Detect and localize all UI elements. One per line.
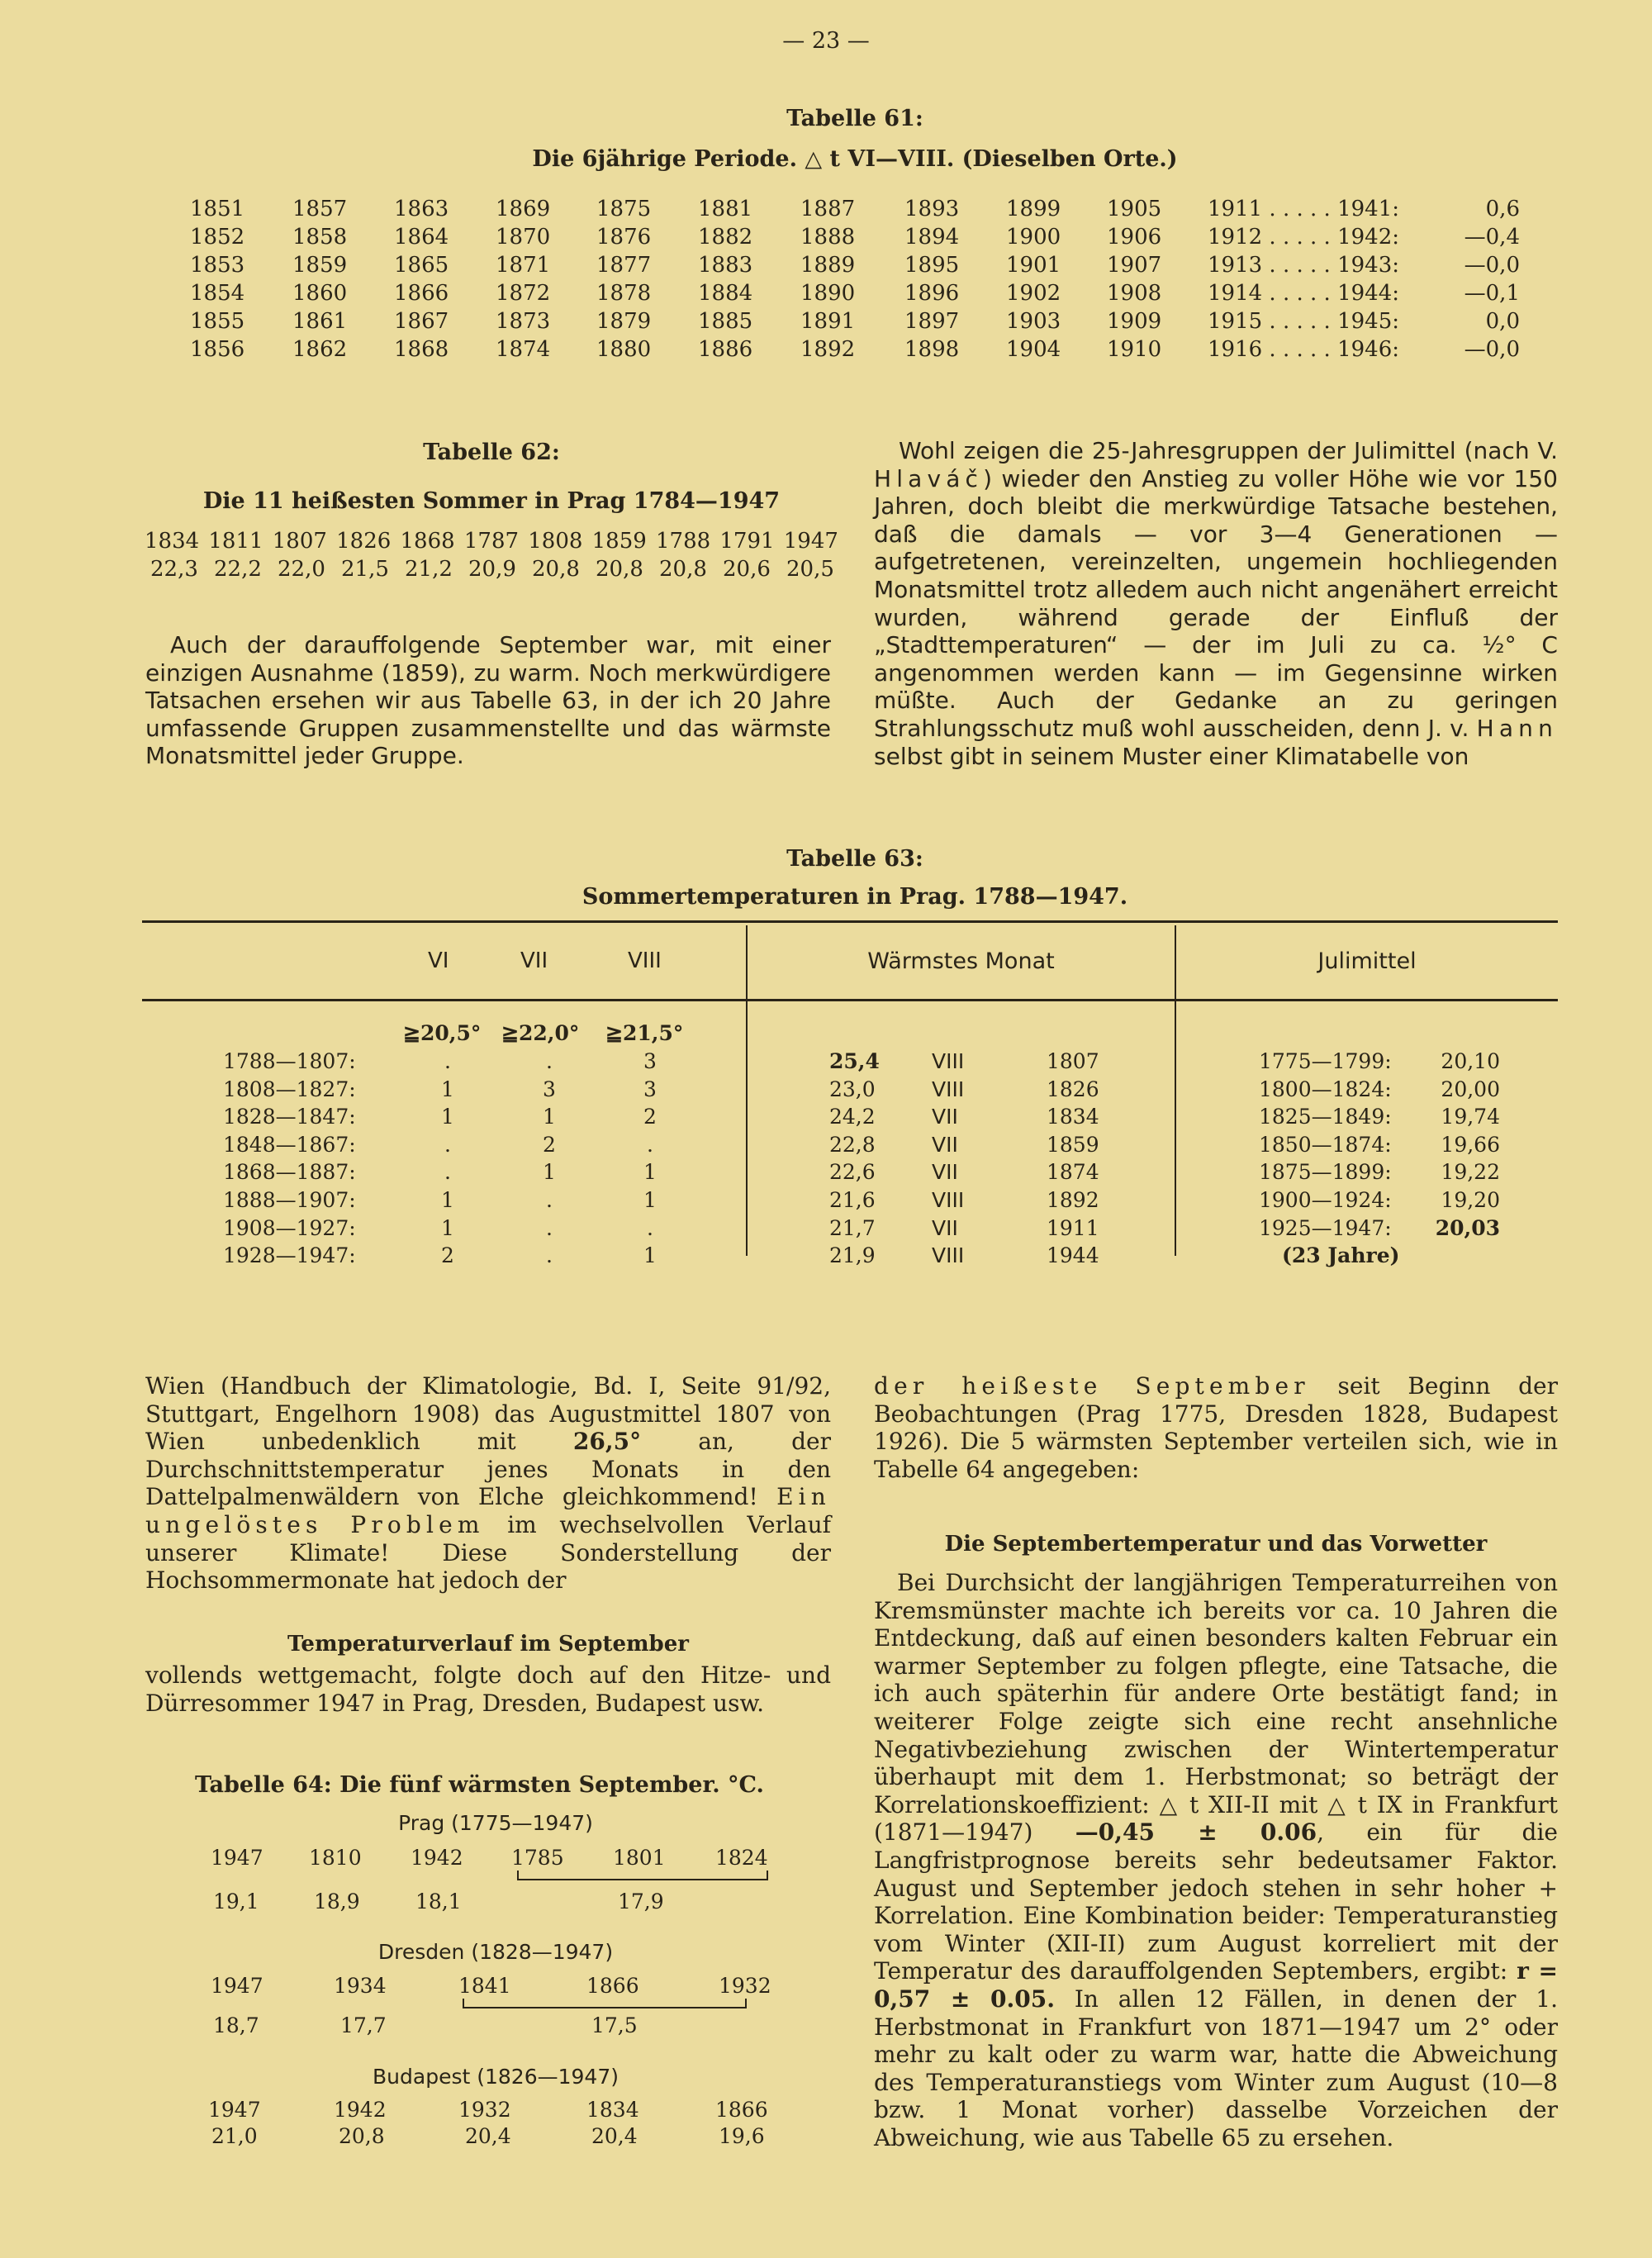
table64-prag-value: 18,9 bbox=[314, 1890, 360, 1913]
table64-budapest-value: 20,8 bbox=[339, 2124, 385, 2148]
table64-title: Tabelle 64: Die fünf wärmsten September. °C. bbox=[195, 1772, 764, 1798]
table63-vii-column: . 3 1 2 1 . . . bbox=[543, 1049, 556, 1268]
table64-budapest-year: 1834 bbox=[586, 2098, 639, 2122]
table63-top-rule bbox=[142, 920, 1558, 923]
table63-threshold-viii: ≧21,5° bbox=[605, 1021, 684, 1045]
table63-threshold-vi: ≧20,5° bbox=[403, 1021, 482, 1045]
table64-dresden-year: 1947 bbox=[211, 1974, 263, 1998]
table64-prag-value: 17,9 bbox=[618, 1890, 664, 1913]
table63-header-july: Julimittel bbox=[1317, 948, 1417, 974]
table64-budapest-year: 1932 bbox=[458, 2098, 511, 2122]
table63-viii-column: 3 3 2 . 1 1 . 1 bbox=[643, 1049, 657, 1268]
table64-budapest-year: 1942 bbox=[334, 2098, 387, 2122]
right-paragraph-1: Wohl zeigen die 25-Jahresgruppen der Julimittel (nach V. Hlaváč) wieder den Anstieg zu voller Höhe wie vor 150 Jahren, doch bleibt die merkwürdige Tatsache bestehen, daß die damals — vor 3—4 Generationen — aufgetretenen, vereinzelten, ungemein hochliegenden Monatsmittel trotz alledem auch nicht angenähert erreicht wurden, während gerade der Einfluß der „Stadttemperaturen“ — der im Juli zu ca. ½° C angenommen werden kann — im Gegensinne wirken müßte. Auch der Gedanke an zu geringen Strahlungsschutz muß wohl ausscheiden, denn J. v. Hann selbst gibt in seinem Muster einer Klimatabelle von bbox=[874, 437, 1558, 770]
table62-title: Tabelle 62: bbox=[423, 440, 560, 465]
table64-dresden-year: 1932 bbox=[719, 1974, 771, 1998]
table64-budapest-value: 19,6 bbox=[719, 2124, 765, 2148]
table64-prag-brace bbox=[517, 1871, 768, 1880]
heading-september: Temperaturverlauf im September bbox=[287, 1632, 689, 1657]
table63-periods: 1788—1807: 1808—1827: 1828—1847: 1848—1867: 1868—1887: 1888—1907: 1908—1927: 1928—1947: bbox=[223, 1049, 356, 1268]
table64-dresden-year: 1866 bbox=[586, 1974, 639, 1998]
table64-prag-year: 1824 bbox=[715, 1846, 768, 1870]
table63-july-values: 20,10 20,00 19,74 19,66 19,22 19,20 20,03 bbox=[1435, 1049, 1500, 1240]
table61-column: 1851 1852 1853 1854 1855 1856 bbox=[190, 197, 245, 362]
table63-header-warmest: Wärmstes Monat bbox=[867, 948, 1055, 974]
page-number: — 23 — bbox=[782, 28, 870, 54]
table64-budapest-value: 21,0 bbox=[211, 2124, 258, 2148]
table64-budapest-year: 1866 bbox=[715, 2098, 768, 2122]
table63-header-vii: VII bbox=[520, 948, 548, 973]
table63-warm-years: 1807 1826 1834 1859 1874 1892 1911 1944 bbox=[1047, 1049, 1099, 1268]
table61-column: 1857 1858 1859 1860 1861 1862 bbox=[292, 197, 348, 362]
table64-prag-label: Prag (1775—1947) bbox=[398, 1811, 593, 1835]
table63-warm-months: VIII VIII VII VII VII VIII VII VIII bbox=[932, 1049, 965, 1268]
table63-header-rule bbox=[142, 999, 1558, 1001]
table64-dresden-year: 1934 bbox=[334, 1974, 387, 1998]
table63-vi-column: . 1 1 . . 1 1 2 bbox=[441, 1049, 454, 1268]
table64-prag-year: 1942 bbox=[411, 1846, 463, 1870]
table64-budapest-value: 20,4 bbox=[465, 2124, 511, 2148]
table64-budapest-year: 1947 bbox=[208, 2098, 261, 2122]
table63-divider bbox=[746, 925, 748, 1256]
table64-dresden-year: 1841 bbox=[458, 1974, 511, 1998]
table64-dresden-value: 18,7 bbox=[213, 2013, 259, 2037]
table63-title: Tabelle 63: bbox=[786, 846, 923, 872]
table61-column: 1869 1870 1871 1872 1873 1874 bbox=[496, 197, 551, 362]
table61-subtitle: Die 6jährige Periode. △ t VI—VIII. (Dieselben Orte.) bbox=[532, 146, 1178, 172]
heading-vorwetter: Die Septembertemperatur und das Vorwetter bbox=[944, 1532, 1488, 1557]
table61-column: 1899 1900 1901 1902 1903 1904 bbox=[1006, 197, 1061, 362]
table64-budapest-label: Budapest (1826—1947) bbox=[373, 2065, 619, 2089]
table64-dresden-value: 17,7 bbox=[340, 2013, 387, 2037]
table63-header-viii: VIII bbox=[628, 948, 662, 973]
table63-subtitle: Sommertemperaturen in Prag. 1788—1947. bbox=[582, 884, 1128, 910]
left-paragraph-3: vollends wettgemacht, folgte doch auf den Hitze- und Dürresommer 1947 in Prag, Dresden, Budapest usw. bbox=[145, 1661, 831, 1717]
table61-column: 1875 1876 1877 1878 1879 1880 bbox=[596, 197, 652, 362]
table62-subtitle: Die 11 heißesten Sommer in Prag 1784—1947 bbox=[202, 488, 781, 514]
table64-prag-value: 19,1 bbox=[213, 1890, 259, 1913]
table61-column: 1863 1864 1865 1866 1867 1868 bbox=[394, 197, 449, 362]
table64-dresden-value: 17,5 bbox=[591, 2013, 638, 2037]
table63-threshold-vii: ≧22,0° bbox=[501, 1021, 580, 1045]
table63-warm-values: 25,4 23,0 24,2 22,8 22,6 21,6 21,7 21,9 bbox=[829, 1049, 880, 1268]
table61-values: 0,6 —0,4 —0,0 —0,1 0,0 —0,0 bbox=[1464, 197, 1520, 362]
table61-title: Tabelle 61: bbox=[786, 106, 923, 131]
table61-last-column: 1911 . . . . . 1941: 1912 . . . . . 1942: 1913 . . . . . 1943: 1914 . . . . . 1944: 1915 . . . . . 1945: 1916 . . . . . 1946: bbox=[1208, 197, 1400, 362]
table64-prag-year: 1947 bbox=[211, 1846, 263, 1870]
table63-july-note: (23 Jahre) bbox=[1282, 1243, 1400, 1268]
table61-column: 1905 1906 1907 1908 1909 1910 bbox=[1107, 197, 1162, 362]
table64-prag-year: 1785 bbox=[511, 1846, 564, 1870]
table63-header-vi: VI bbox=[428, 948, 449, 973]
right-paragraph-3: Bei Durchsicht der langjährigen Temperaturreihen von Kremsmünster machte ich bereits vor ca. 10 Jahren die Entdeckung, daß auf einen besonders kalten Februar ein warmer September zu folgen pflegte, eine Tatsache, die ich auch späterhin für andere Orte bestätigt fand; in weiterer Folge zeigte sich eine recht ansehnliche Negativbeziehung zwischen der Wintertemperatur überhaupt mit dem 1. Herbstmonat; so beträgt der Korrelationskoeffizient: △ t XII-II mit △ t IX in Frankfurt (1871—1947) —0,45 ± 0.06, ein für die Langfristprognose bereits sehr bedeutsamer Faktor. August und September jedoch stehen in sehr hoher + Korrelation. Eine Kombination beider: Temperaturanstieg vom Winter (XII-II) zum August korreliert mit der Temperatur des darauffolgenden Septembers, ergibt: r = 0,57 ± 0.05. In allen 12 Fällen, in denen der 1. Herbstmonat in Frankfurt von 1871—1947 um 2° oder mehr zu kalt oder zu warm war, hatte die Abweichung des Temperaturanstiegs vom Winter zum August (10—8 bzw. 1 Monat vorher) dasselbe Vorzeichen der Abweichung, wie aus Tabelle 65 zu ersehen. bbox=[874, 1569, 1558, 2151]
table64-prag-year: 1810 bbox=[309, 1846, 362, 1870]
table61-column: 1887 1888 1889 1890 1891 1892 bbox=[800, 197, 856, 362]
table62-values: 22,3 22,2 22,0 21,5 21,2 20,9 20,8 20,8 20,8 20,6 20,5 bbox=[150, 557, 834, 582]
right-paragraph-2: der heißeste September seit Beginn der Beobachtungen (Prag 1775, Dresden 1828, Budapest 1926). Die 5 wärmsten September verteilen sich, wie in Tabelle 64 angegeben: bbox=[874, 1372, 1558, 1483]
table63-divider bbox=[1175, 925, 1176, 1256]
left-paragraph-2: Wien (Handbuch der Klimatologie, Bd. I, Seite 91/92, Stuttgart, Engelhorn 1908) das Augustmittel 1807 von Wien unbedenklich mit 26,5° an, der Durchschnittstemperatur jenes Monats in den Dattelpalmenwäldern von Elche gleichkommend! Ein ungelöstes Problem im wechselvollen Verlauf unserer Klimate! Diese Sonderstellung der Hochsommermonate hat jedoch der bbox=[145, 1372, 832, 1595]
table61-column: 1881 1882 1883 1884 1885 1886 bbox=[698, 197, 753, 362]
table64-dresden-label: Dresden (1828—1947) bbox=[377, 1940, 614, 1964]
table64-prag-value: 18,1 bbox=[415, 1890, 462, 1913]
table64-prag-year: 1801 bbox=[613, 1846, 666, 1870]
table61-column: 1893 1894 1895 1896 1897 1898 bbox=[904, 197, 960, 362]
left-paragraph-1: Auch der darauffolgende September war, mit einer einzigen Ausnahme (1859), zu warm. Noch merkwürdigere Tatsachen ersehen wir aus Tabelle 63, in der ich 20 Jahre umfassende Gruppen zusammenstellte und das wärmste Monatsmittel jeder Gruppe. bbox=[145, 631, 831, 770]
table64-budapest-value: 20,4 bbox=[591, 2124, 638, 2148]
table62-years: 1834 1811 1807 1826 1868 1787 1808 1859 1788 1791 1947 bbox=[145, 529, 838, 554]
table64-dresden-brace bbox=[463, 1999, 747, 2008]
table63-july-periods: 1775—1799: 1800—1824: 1825—1849: 1850—1874: 1875—1899: 1900—1924: 1925—1947: (23 Jahre) bbox=[1259, 1048, 1399, 1270]
